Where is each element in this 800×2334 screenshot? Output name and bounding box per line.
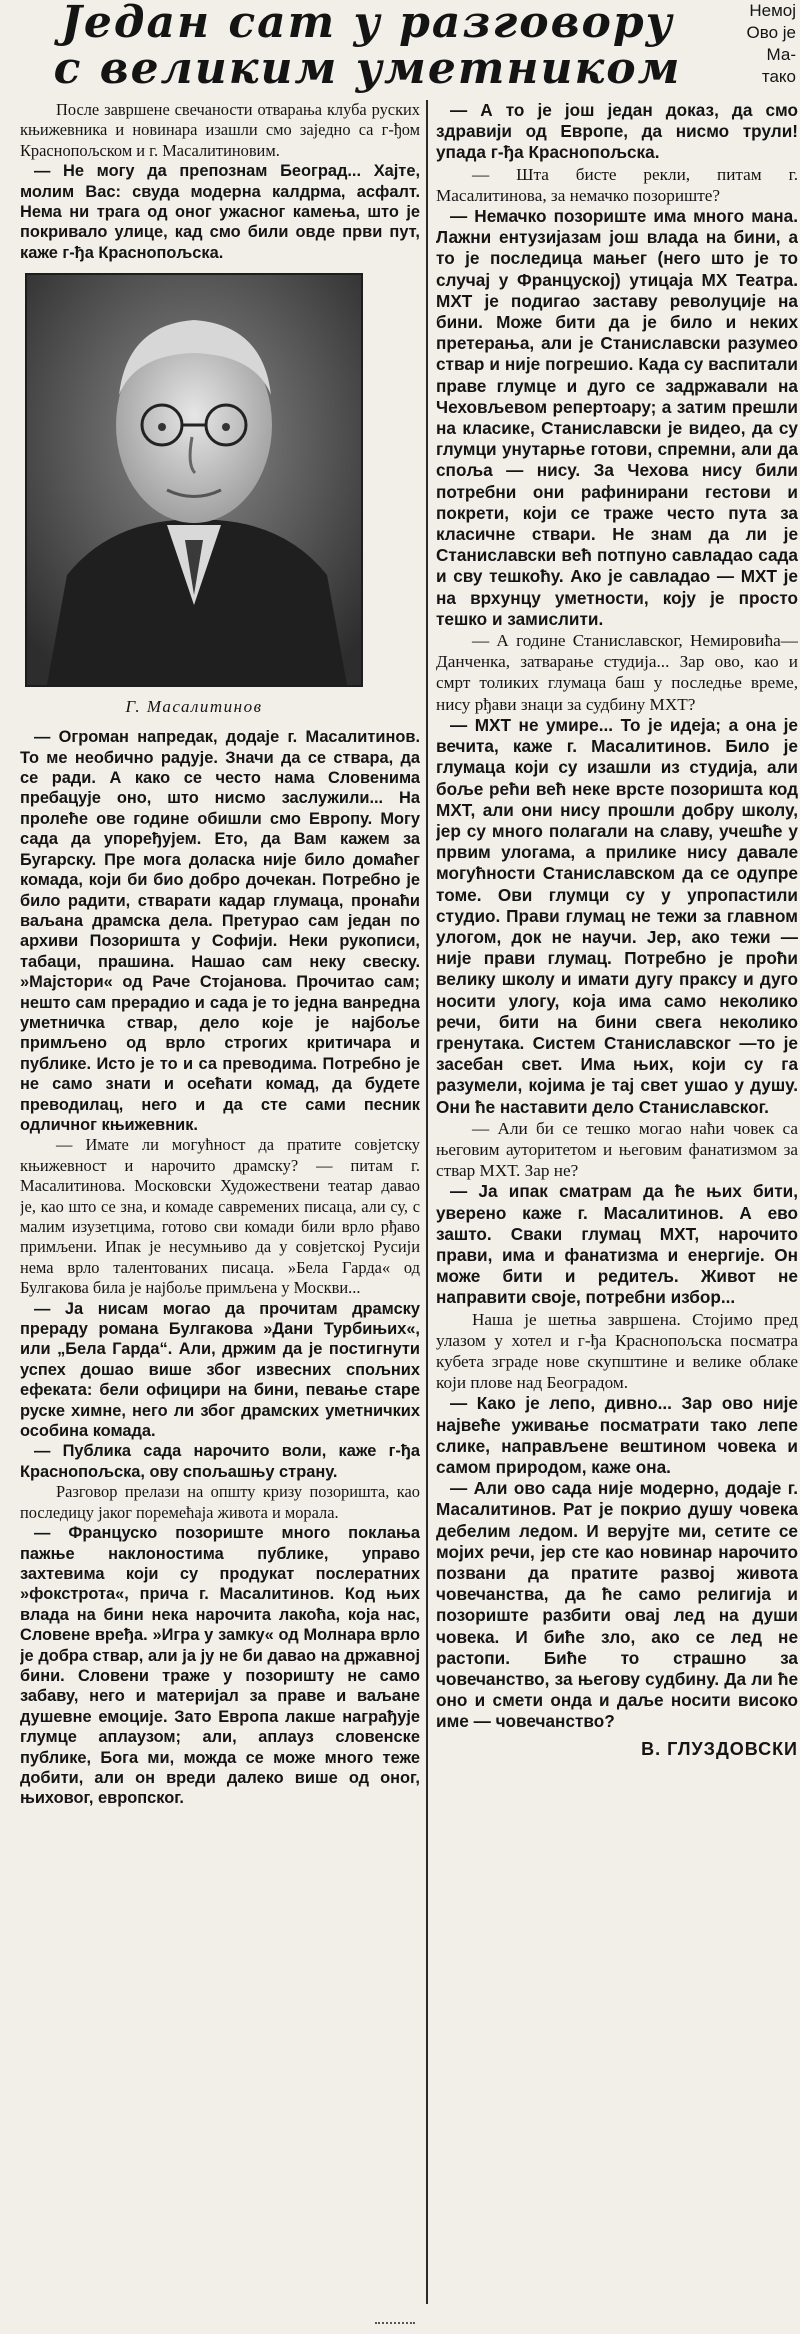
page-bottom-mark (375, 2322, 415, 2334)
fragment-line: Немој (749, 1, 796, 20)
author-signature: В. ГЛУЗДОВСКИ (641, 1738, 798, 1759)
paragraph: — Огроман напредак, додаје г. Масалитинов. То ме необично радује. Значи да се ствара, да се ради. А како се често нама Словенима пребацује оно, што нисмо заслужили... На пролеће ове године обишли смо Европу. Могу сада да упоређујем. Ето, да Вам кажем за Бугарску. Пре мога доласка није било домаћег комада, који би био добро дочекан. Потребно је било радити, стварати кадар глумаца, пронаћи ваљана драмска дела. Претурао сам један по архиви Позоришта у Софији. Неки рукописи, табаци, прашина. Нашао сам неку свеску. »Мајстори« од Раче Стојанова. Прочитао сам; нешто сам прерадио и сада је то једна ванредна уметничка ствар, дело које је најбоље примљено од врло строгих критичара и публике. Исто је то и са преводима. Потребно је не само знати и осећати комад, да будете преводилац, него и да сте сами песник одличног књижевник. (20, 728, 420, 1134)
left-column (20, 100, 420, 2316)
fragment-line: тако (761, 67, 796, 86)
headline-line-2: с великим уметником (53, 43, 682, 94)
fragment-line: Ово је (746, 23, 796, 42)
paragraph: — Шта бисте рекли, питам г. Масалитинова, за немачко позориште? (436, 164, 798, 205)
paragraph: — Публика сада нарочито воли, каже г-ђа Краснопољска, ову спољашњу страну. (20, 1442, 420, 1481)
adjacent-article-fragment (738, 0, 800, 100)
photo-caption: Г. Масалитинов (125, 697, 263, 717)
portrait-photo (25, 273, 363, 687)
headline-line-1: Један сат у разговору (61, 0, 674, 48)
paragraph: После завршене свечаности отварања клуба руских књижевника и новинара изашли смо заједно са г-ђом Краснопољском и г. Масалитиновим. (20, 100, 420, 160)
paragraph: — Имате ли могућност да пратите совјетску књижевност и нарочито драмску? — питам г. Масалитинова. Московски Художествени театар давао је, као што се зна, и комаде савремених писаца, али су, с малим изузетцима, готово сви комади били врло рђаво примљени. Ипак је несумњиво да у совјетској Русији нема врло талентованих писаца. »Бела Гарда« од Булгакова била је најбоље примљена у Москви... (20, 1135, 420, 1298)
portrait-image (27, 275, 361, 685)
paragraph: — Не могу да препознам Београд... Хајте, молим Вас: свуда модерна калдрма, асфалт. Нема ни трага од оног ужасног камења, што је покривало улице, кад смо били овде први пут, каже г-ђа Краснопољска. (20, 162, 420, 262)
paragraph: Наша је шетња завршена. Стојимо пред улазом у хотел и г-ђа Краснопољска посматра кубета зграде нове скупштине и велике облаке који плове над Београдом. (436, 1309, 798, 1393)
paragraph: — МХТ не умире... То је идеја; а она је вечита, каже г. Масалитинов. Било је глумаца који су изашли из студија, али боље рећи већ неке врсте позоришта код МХТ, али они нису прошли добру школу, јер су много полагали на славу, учешће у првим улогама, а прилике нису давале могућности Станиславском да се одупре томе. Ови глумци су у упропастили студио. Прави глумац не тежи за главном улогом, док не научи. Јер, ако тежи — није прави глумац. Потребно је проћи велику школу и имати дугу праксу и дуго носити улогу, која има само неколико речи, бити на бини свега неколико гренутака. Систем Станиславског —то је засебан свет. Има њих, који су га разумели, којима је тај свет ушао у душу. Они ће наставити дело Станиславског. (436, 714, 798, 1117)
fragment-line: Ма- (766, 45, 796, 64)
headline (0, 0, 735, 92)
paragraph: — Ја нисам могао да прочитам драмску прераду романа Булгакова »Дани Турбињих«, или „Бела Гарда“. Али, држим да је постигнути успех дошао више због извесних спољних ефеката: бели официри на бини, певање старе руске химне, него ли због драмских уметничких особина комада. (20, 1299, 420, 1441)
paragraph: — Како је лепо, дивно... Зар ово није највеће уживање посматрати тако лепе слике, направљене вештином човека и самом природом, каже она. (436, 1393, 798, 1477)
paragraph: — Али ово сада није модерно, додаје г. Масалитинов. Рат је покрио душу човека дебелим ледом. И верујте ми, сетите се мојих речи, јер сте као новинар нарочито позвани да пратите развој живота човечанства, да ће само религија и позориште разбити овај лед на души човека. И биће зло, ако се лед не растопи. Биће то страшно за човечанство, за његову судбину. Да ли ће оно и смети онда и даље носити високо име — човечанство? (436, 1478, 798, 1732)
column-divider (426, 100, 428, 2304)
paragraph: — Француско позориште много поклања пажње наклоностима публике, управо захтевима који су продукат послератних »фокстрота«, прича г. Масалитинов. Код њих влада на бини нека нарочита лакоћа, која нас, Словене вређа. »Игра у замку« од Молнара врло је добра ствар, али ја ју не би давао на државној бини. Словени траже у позоришту не само забаву, него и материјал за праве и ваљане душевне емоције. Зато Европа лакше награђује глумце аплаузом; али, аплауз словенске публике, Бога ми, можда се може много теже добити, али он вреди далеко више од оног, њиховог, европског. (20, 1524, 420, 1808)
paragraph: — А то је још један доказ, да смо здравији од Европе, да нисмо трули! упада г-ђа Краснопољска. (436, 100, 798, 163)
paragraph: — Немачко позориште има много мана. Лажни ентузијазам још влада на бини, а то је последица мањег (него што је то случај у Француској) утицаја МХ Театра. МХТ је подигао заставу револуције на бини. Може бити да је било и неких претерања, али је Станиславски разумео ствар и није погрешио. Када су васпитали праве глумце и дуго се задржавали на Чеховљевом репертоару; а затим прешли на класике, Станиславски је видео, да су глумци унутарње готови, спремни, али да споља — нису. За Чехова нису били потребни они рафинирани гестови и покрети, који се траже често пута за класичне ствари. Не знам да ли је Станиславски већ потпуно савладао сада и сву тешкоћу. Ако је савладао — МХТ је на врхунцу уметности, коју је просто тешко и замислити. (436, 206, 798, 629)
paragraph: Разговор прелази на општу кризу позоришта, као последицу јаког поремећаја живота и морала. (20, 1482, 420, 1522)
portrait-figure (25, 273, 363, 717)
paragraph: — А године Станиславског, Немировића—Данченка, затварање студија... Зар ово, као и смрт толиких глумаца баш у последње време, нису рђави знаци за судбину МХТ? (436, 631, 798, 714)
paragraph: — Ја ипак сматрам да ће њих бити, уверено каже г. Масалитинов. А ево зашто. Сваки глумац МХТ, нарочито прави, има и фанатизма и енергије. Он може бити и редитељ. Живот не направити своје, потребни избор... (436, 1181, 798, 1308)
paragraph: — Али би се тешко могао наћи човек са његовим ауторитетом и његовим фанатизмом за ствар МХТ. Зар не? (436, 1118, 798, 1181)
right-column (436, 100, 798, 2316)
